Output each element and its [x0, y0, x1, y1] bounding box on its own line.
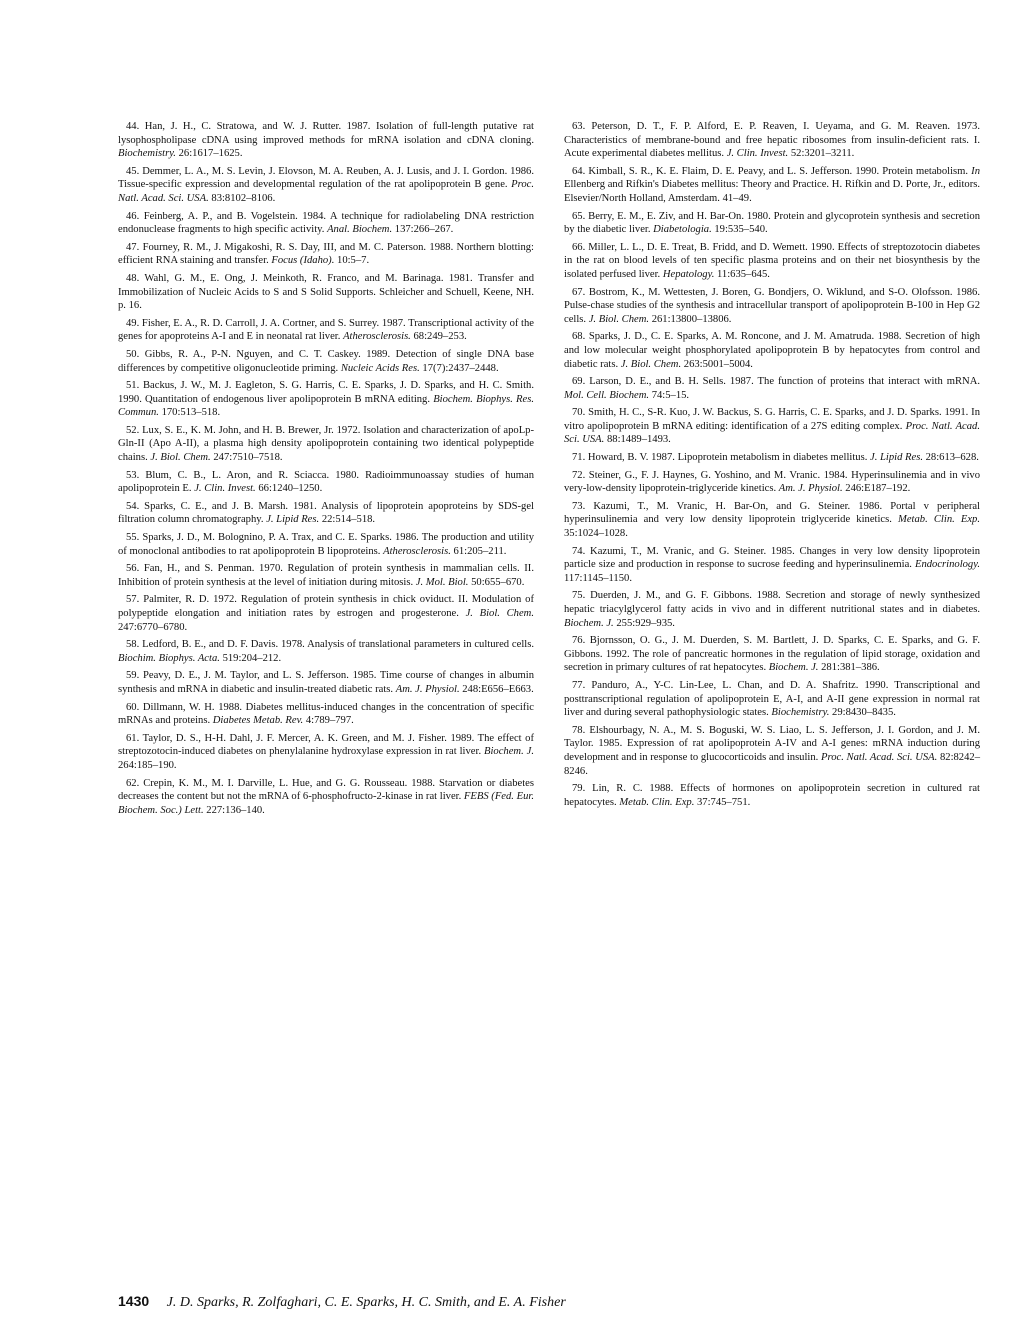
reference-entry [118, 500, 534, 527]
reference-entry [564, 120, 980, 161]
reference-journal: J. Biol. Chem. [465, 608, 534, 619]
reference-citation: 28:613–628. [925, 452, 979, 464]
reference-citation: 61:205–211. [453, 545, 507, 557]
reference-citation: 281:381–386. [821, 662, 880, 674]
reference-number: 67. [572, 286, 586, 298]
reference-citation: 74:5–15. [651, 389, 690, 401]
reference-citation: 35:1024–1028. [564, 528, 628, 540]
reference-citation: 37:745–751. [697, 796, 751, 808]
reference-journal: Proc. Natl. Acad. Sci. USA. [118, 179, 535, 204]
reference-text: Kazumi, T., M. Vranic, H. Bar-On, and G. Steiner. 1986. Portal v peripheral hyperinsulinemia and very low density lipoprotein triglyceride kinetics. [564, 500, 980, 526]
reference-citation: 26:1617–1625. [178, 148, 243, 160]
reference-citation: 519:204–212. [222, 652, 282, 664]
reference-entry [118, 210, 534, 237]
reference-text: Lin, R. C. 1988. Effects of hormones on apolipoprotein secretion in cultured rat hepatocytes. [564, 783, 980, 808]
reference-citation: 10:5–7. [337, 255, 370, 267]
reference-journal: Mol. Cell. Biochem. [564, 389, 650, 401]
reference-journal: Biochem. J. [484, 746, 534, 758]
running-authors: J. D. Sparks, R. Zolfaghari, C. E. Sparks, H. C. Smith, and E. A. Fisher [166, 1295, 566, 1310]
reference-text: Fisher, E. A., R. D. Carroll, J. A. Cortner, and S. Surrey. 1987. Transcriptional activity of the genes for apoproteins A-I and E in neonatal rat liver. [118, 317, 534, 343]
reference-number: 48. [126, 272, 140, 284]
reference-number: 50. [126, 348, 140, 360]
reference-entry [564, 210, 980, 237]
reference-citation: 19:535–540. [714, 224, 768, 236]
reference-text: Sparks, J. D., M. Bolognino, P. A. Trax, and C. E. Sparks. 1986. The production and utility of monoclonal antibodies to rat apolipoprotein B lipoproteins. [118, 532, 534, 557]
reference-text: Palmiter, R. D. 1972. Regulation of protein synthesis in chick oviduct. II. Modulation of polypeptide elongation and initiation rates by estrogen and progesterone. [118, 594, 534, 619]
page-number: 1430 [118, 1293, 150, 1309]
reference-text: Taylor, D. S., H-H. Dahl, J. F. Mercer, A. K. Green, and M. J. Fisher. 1989. The effect of streptozotocin-induced diabetes on phenylalanine hydroxylase expression in rat liver. [118, 732, 534, 758]
reference-number: 74. [572, 545, 586, 557]
reference-citation: 247:7510–7518. [213, 452, 283, 464]
reference-number: 69. [572, 376, 586, 388]
reference-text: Panduro, A., Y-C. Lin-Lee, L. Chan, and D. A. Shafritz. 1990. Transcriptional and posttranscriptional regulation of apolipoprotein E, A-I, and A-II gene expression in normal rat liver and during several pathophysiologic states. [564, 679, 981, 719]
reference-journal: Metab. Clin. Exp. [619, 796, 695, 808]
reference-entry [118, 348, 534, 375]
references-column-right [564, 120, 980, 813]
reference-citation: 52:3201–3211. [790, 148, 855, 160]
reference-entry [564, 545, 980, 586]
reference-journal: FEBS (Fed. Eur. Biochem. Soc.) Lett. [118, 791, 534, 816]
reference-citation: 22:514–518. [321, 514, 376, 526]
reference-journal: J. Lipid Res. [266, 514, 320, 526]
reference-journal: J. Biol. Chem. [150, 452, 211, 464]
reference-journal: J. Biol. Chem. [620, 358, 682, 370]
reference-journal: Focus (Idaho). [271, 255, 335, 267]
reference-journal: Am. J. Physiol. [395, 683, 460, 695]
reference-text: Crepin, K. M., M. I. Darville, L. Hue, and G. G. Rousseau. 1988. Starvation or diabetes decreases the content but not the mRNA of 6-phosphofructo-2-kinase in rat liver. [118, 777, 534, 803]
reference-citation: 264:185–190. [118, 759, 177, 771]
reference-journal: Biochem. J. [564, 617, 614, 629]
reference-number: 79. [572, 783, 586, 795]
reference-text: Bjornsson, O. G., J. M. Duerden, S. M. Bartlett, J. D. Sparks, C. E. Sparks, and G. F. Gibbons. 1992. The role of pancreatic hormones in the regulation of lipid storage, oxidation and secretion in primary cultures of rat hepatocytes. [564, 635, 980, 674]
reference-journal: J. Biol. Chem. [588, 313, 650, 325]
reference-journal: J. Clin. Invest. [726, 148, 789, 160]
reference-entry [118, 424, 534, 465]
reference-number: 55. [126, 532, 140, 544]
reference-entry [118, 777, 534, 818]
reference-text: Lux, S. E., K. M. John, and H. B. Brewer, Jr. 1972. Isolation and characterization of apoLp-Gln-II (Apo A-II), a plasma high density apolipoprotein containing two identical polypeptide chains. [118, 424, 534, 464]
reference-entry [564, 406, 980, 447]
reference-number: 70. [572, 407, 586, 419]
reference-entry [118, 562, 534, 589]
reference-entry [564, 241, 980, 282]
reference-citation: 263:5001–5004. [683, 358, 753, 370]
reference-entry [118, 165, 534, 206]
reference-entry [118, 531, 534, 558]
reference-citation: 17(7):2437–2448. [422, 362, 499, 374]
reference-text: Peterson, D. T., F. P. Alford, E. P. Reaven, I. Ueyama, and G. M. Reaven. 1973. Characteristics of membrane-bound and free hepatic ribosomes from insulin-deficient rats. I. Acute experimental diabetes mellitus. [564, 121, 980, 160]
reference-entry [118, 638, 534, 665]
reference-number: 45. [126, 165, 140, 177]
reference-text: Ledford, B. E., and D. F. Davis. 1978. Analysis of translational parameters in cultured cells. [142, 639, 534, 651]
reference-number: 72. [572, 469, 586, 481]
reference-number: 57. [126, 594, 140, 606]
reference-journal: Nucleic Acids Res. [340, 362, 420, 374]
reference-text: Miller, L. L., D. E. Treat, B. Fridd, and D. Wemett. 1990. Effects of streptozotocin diabetes in the rat on blood levels of ten specific plasma proteins and on their net biosynthesis by the isolated perfused liver. [564, 241, 980, 280]
reference-text: Feinberg, A. P., and B. Vogelstein. 1984. A technique for radiolabeling DNA restriction endonuclease fragments to high specific activity. [118, 210, 534, 236]
reference-citation: 248:E656–E663. [462, 683, 534, 695]
reference-number: 52. [126, 424, 140, 436]
reference-number: 68. [572, 331, 586, 343]
reference-citation: 88:1489–1493. [606, 434, 671, 446]
reference-citation: 117:1145–1150. [564, 572, 632, 584]
reference-entry [118, 120, 534, 161]
reference-citation: 137:266–267. [394, 224, 454, 236]
reference-citation: 50:655–670. [471, 576, 525, 588]
reference-text: Berry, E. M., E. Ziv, and H. Bar-On. 1980. Protein and glycoprotein synthesis and secretion by the diabetic liver. [564, 210, 980, 236]
reference-text: Bostrom, K., M. Wettesten, J. Boren, G. Bondjers, O. Wiklund, and S-O. Olofsson. 1986. Pulse-chase studies of the synthesis and intracellular transport of apolipoprotein B-100 in Hep G2 cells. [564, 286, 980, 325]
reference-entry [564, 500, 980, 541]
reference-journal: Hepatology. [662, 268, 715, 280]
reference-entry [118, 272, 534, 313]
reference-entry [564, 469, 980, 496]
reference-text: Backus, J. W., M. J. Eagleton, S. G. Harris, C. E. Sparks, J. D. Sparks, and H. C. Smith. 1990. Quantitation of endogenous liver apolipoprotein B mRNA editing. [118, 380, 534, 405]
reference-text: Larson, D. E., and B. H. Sells. 1987. The function of proteins that interact with mRNA. [589, 376, 980, 388]
reference-journal: Diabetologia. [653, 224, 712, 236]
reference-journal: Diabetes Metab. Rev. [212, 715, 304, 727]
reference-citation: 227:136–140. [206, 804, 265, 816]
reference-number: 64. [572, 165, 586, 177]
reference-text: Sparks, C. E., and J. B. Marsh. 1981. Analysis of lipoprotein apoproteins by SDS-gel filtration column chromatography. [118, 500, 534, 526]
reference-entry [564, 589, 980, 630]
reference-number: 75. [572, 590, 586, 602]
references-column-left [118, 120, 534, 821]
reference-text: Wahl, G. M., E. Ong, J. Meinkoth, R. Franco, and M. Barinaga. 1981. Transfer and Immobilization of Nucleic Acids to S and S Solid Supports. Schleicher and Schuell, Keene, NH. p. 16. [118, 272, 534, 312]
reference-journal: Proc. Natl. Acad. Sci. USA. [821, 751, 938, 763]
reference-entry [118, 669, 534, 696]
reference-journal: Biochemistry. [771, 707, 830, 719]
reference-entry [118, 469, 534, 496]
reference-citation: 83:8102–8106. [211, 192, 276, 204]
reference-text: Fan, H., and S. Penman. 1970. Regulation of protein synthesis in mammalian cells. II. Inhibition of protein synthesis at the level of initiation during mitosis. [118, 563, 534, 588]
reference-journal: J. Lipid Res. [870, 452, 923, 464]
reference-journal: Metab. Clin. Exp. [898, 514, 980, 526]
reference-journal: J. Clin. Invest. [194, 483, 256, 495]
reference-text: Elshourbagy, N. A., M. S. Boguski, W. S. Liao, L. S. Jefferson, J. I. Gordon, and J. M. Taylor. 1985. Expression of rat apolipoprotein A-IV and A-I genes: mRNA induction during development and in response to glucocorticoids and insulin. [564, 724, 980, 763]
reference-citation: 82:8242–8246. [564, 751, 980, 777]
reference-number: 56. [126, 563, 140, 575]
reference-number: 47. [126, 241, 140, 253]
reference-number: 77. [572, 679, 586, 691]
reference-text: Duerden, J. M., and G. F. Gibbons. 1988. Secretion and storage of newly synthesized hepatic triacylglycerol fatty acids in vivo and in different nutritional states and in diabetes. [564, 590, 980, 615]
reference-number: 58. [126, 639, 140, 651]
reference-citation: Ellenberg and Rifkin's Diabetes mellitus: Theory and Practice. H. Rifkin and D. Porte, Jr., editors. Elsevier/North Holland, Amsterdam. 41–49. [564, 179, 980, 204]
reference-number: 60. [126, 701, 140, 713]
reference-entry [564, 375, 980, 402]
page-footer [118, 1293, 566, 1311]
reference-journal: Anal. Biochem. [327, 224, 393, 236]
reference-journal: In [971, 165, 980, 177]
reference-journal: Proc. Natl. Acad. Sci. USA. [564, 420, 980, 446]
reference-number: 44. [126, 121, 140, 132]
reference-number: 49. [126, 317, 140, 329]
reference-citation: 255:929–935. [616, 617, 675, 629]
reference-number: 76. [572, 635, 586, 647]
reference-citation: 246:E187–192. [845, 483, 911, 495]
reference-journal: Biochem. Biophys. Res. Commun. [118, 393, 534, 419]
reference-text: Kazumi, T., M. Vranic, and G. Steiner. 1985. Changes in very low density lipoprotein particle size and production in response to sucrose feeding and hyperinsulinemia. [564, 545, 980, 571]
reference-text: Han, J. H., C. Stratowa, and W. J. Rutter. 1987. Isolation of full-length putative rat lysophospholipase cDNA using improved methods for mRNA isolation and cDNA cloning. [118, 121, 534, 146]
reference-number: 51. [126, 380, 140, 392]
reference-entry [118, 732, 534, 773]
reference-number: 63. [572, 121, 586, 132]
reference-text: Kimball, S. R., K. E. Flaim, D. E. Peavy, and L. S. Jefferson. 1990. Protein metabolism. [588, 165, 969, 177]
reference-number: 78. [572, 724, 586, 736]
reference-number: 66. [572, 241, 586, 253]
reference-citation: 66:1240–1250. [258, 483, 323, 495]
reference-journal: J. Mol. Biol. [415, 576, 469, 588]
reference-number: 71. [572, 452, 586, 464]
reference-entry [118, 379, 534, 420]
reference-citation: 261:13800–13806. [651, 313, 732, 325]
reference-text: Dillmann, W. H. 1988. Diabetes mellitus-induced changes in the concentration of specific mRNAs and proteins. [118, 701, 534, 727]
reference-entry [118, 701, 534, 728]
reference-entry [564, 634, 980, 675]
reference-journal: Biochim. Biophys. Acta. [118, 652, 220, 664]
reference-number: 53. [126, 469, 140, 481]
reference-entry [564, 724, 980, 778]
reference-entry [564, 165, 980, 206]
reference-text: Blum, C. B., L. Aron, and R. Sciacca. 1980. Radioimmunoassay studies of human apolipoprotein E. [118, 469, 535, 495]
reference-text: Sparks, J. D., C. E. Sparks, A. M. Roncone, and J. M. Amatruda. 1988. Secretion of high and low molecular weight phosphorylated apolipoprotein B by hepatocytes from control and diabetic rats. [564, 331, 980, 370]
reference-entry [564, 286, 980, 327]
reference-journal: Endocrinology. [914, 559, 980, 571]
reference-number: 46. [126, 210, 140, 222]
reference-text: Steiner, G., F. J. Haynes, G. Yoshino, and M. Vranic. 1984. Hyperinsulinemia and in vivo very-low-density lipoprotein-triglyceride kinetics. [564, 469, 980, 495]
reference-entry [564, 451, 980, 465]
reference-entry [564, 782, 980, 809]
reference-citation: 11:635–645. [717, 268, 770, 280]
reference-text: Peavy, D. E., J. M. Taylor, and L. S. Jefferson. 1985. Time course of changes in albumin synthesis and mRNA in diabetic and insulin-treated diabetic rats. [118, 670, 534, 695]
reference-citation: 29:8430–8435. [832, 707, 896, 719]
reference-journal: Biochemistry. [118, 148, 176, 160]
reference-citation: 247:6770–6780. [118, 621, 188, 633]
reference-entry [118, 241, 534, 268]
reference-citation: 4:789–797. [305, 715, 354, 727]
reference-entry [118, 317, 534, 344]
reference-text: Gibbs, R. A., P-N. Nguyen, and C. T. Caskey. 1989. Detection of single DNA base differences by competitive oligonucleotide priming. [118, 348, 534, 374]
reference-text: Demmer, L. A., M. S. Levin, J. Elovson, M. A. Reuben, A. J. Lusis, and J. I. Gordon. 1986. Tissue-specific expression and developmental regulation of the rat apolipoprotein B gene. [118, 165, 534, 191]
reference-number: 54. [126, 500, 140, 512]
reference-number: 65. [572, 210, 586, 222]
reference-journal: Biochem. J. [768, 662, 819, 674]
reference-entry [564, 679, 980, 720]
reference-text: Howard, B. V. 1987. Lipoprotein metabolism in diabetes mellitus. [587, 452, 868, 464]
reference-citation: 170:513–518. [161, 407, 221, 419]
reference-journal: Atherosclerosis. [343, 331, 411, 343]
reference-citation: 68:249–253. [413, 331, 467, 343]
reference-number: 61. [126, 732, 140, 744]
reference-number: 62. [126, 777, 140, 789]
reference-number: 73. [572, 500, 586, 512]
reference-number: 59. [126, 670, 140, 682]
reference-text: Smith, H. C., S-R. Kuo, J. W. Backus, S. G. Harris, C. E. Sparks, and J. D. Sparks. 1991. In vitro apolipoprotein B mRNA editing: identification of a 27S editing complex. [564, 407, 981, 432]
reference-journal: Atherosclerosis. [383, 545, 451, 557]
reference-journal: Am. J. Physiol. [778, 483, 843, 495]
reference-entry [564, 330, 980, 371]
reference-text: Fourney, R. M., J. Migakoshi, R. S. Day, III, and M. C. Paterson. 1988. Northern blotting: efficient RNA staining and transfer. [118, 241, 535, 267]
reference-entry [118, 593, 534, 634]
